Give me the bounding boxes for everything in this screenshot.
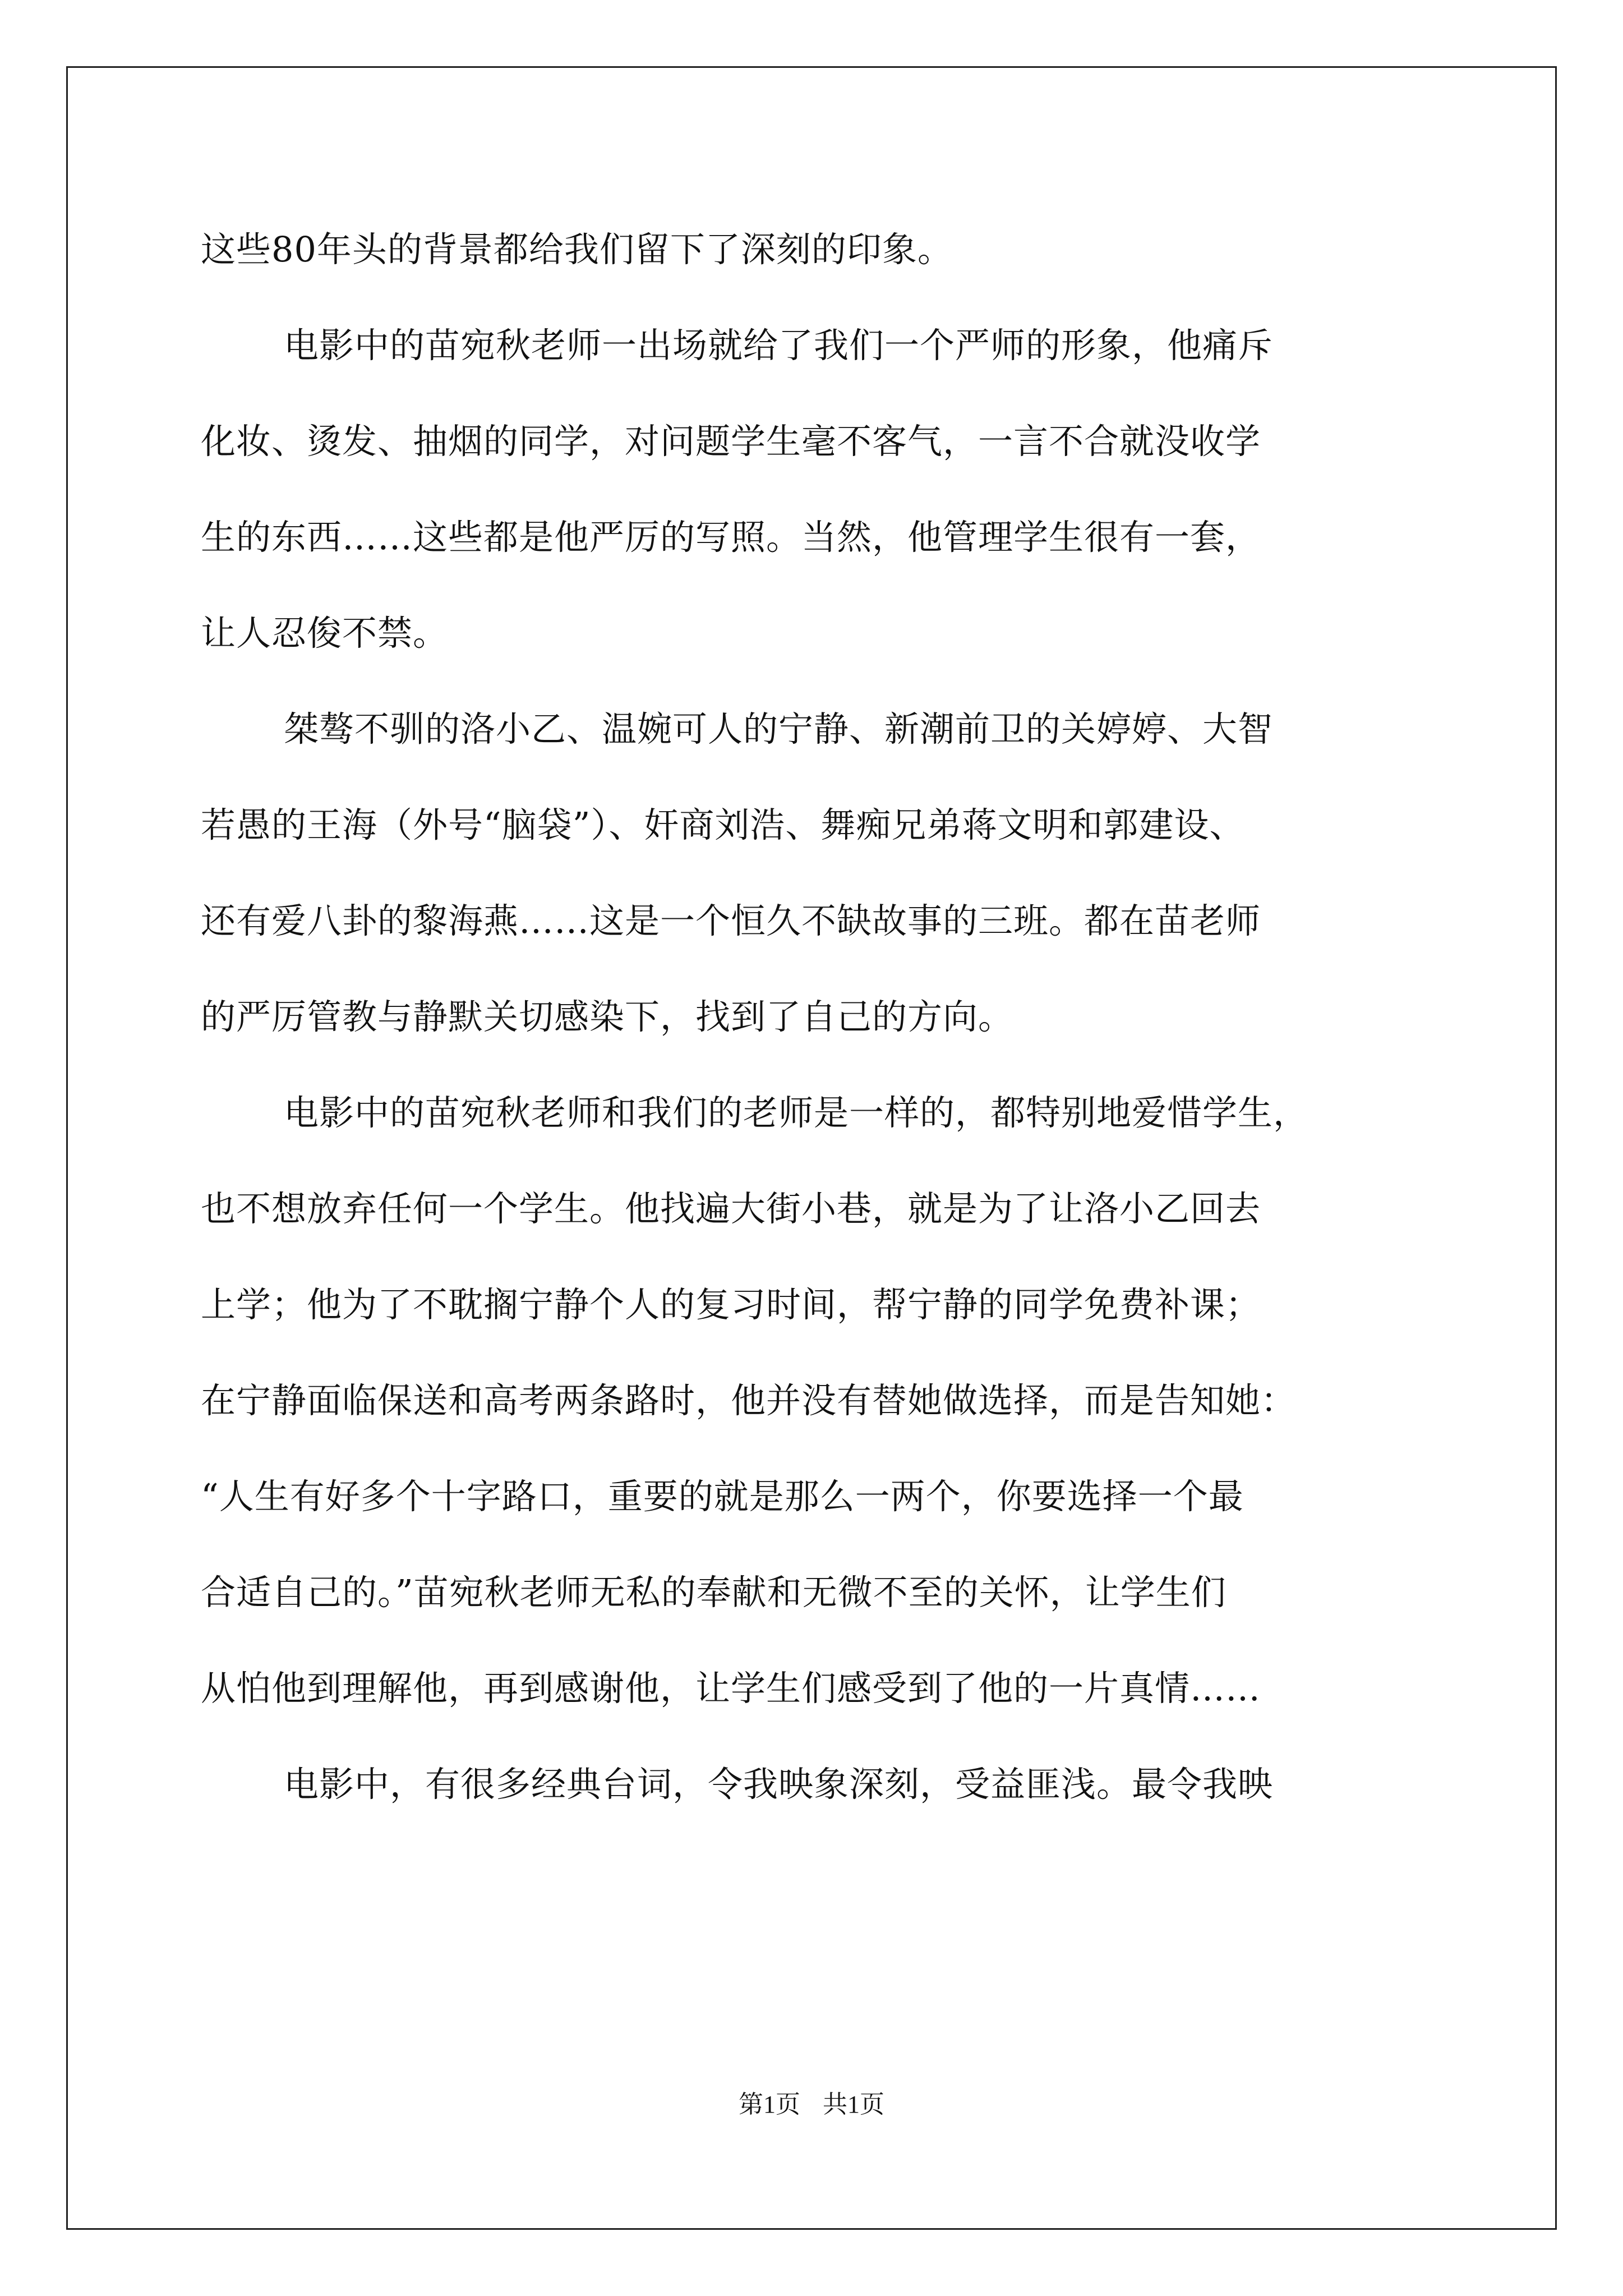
text-line: 的严厉管教与静默关切感染下，找到了自己的方向。 <box>201 996 1014 1037</box>
text-line: 合适自己的。”苗宛秋老师无私的奉献和无微不至的关怀，让学生们 <box>201 1572 1227 1613</box>
text-line: 也不想放弃任何一个学生。他找遍大街小巷，就是为了让洛小乙回去 <box>201 1188 1261 1229</box>
text-line: 从怕他到理解他，再到感谢他，让学生们感受到了他的一片真情…… <box>201 1668 1261 1709</box>
text-line: 这些80年头的背景都给我们留下了深刻的印象。 <box>201 229 953 270</box>
text-line: 若愚的王海（外号“脑袋”）、奸商刘浩、舞痴兄弟蒋文明和郭建设、 <box>201 804 1245 845</box>
document-body <box>201 213 1435 1844</box>
text-line: 电影中，有很多经典台词，令我映象深刻，受益匪浅。最令我映 <box>284 1764 1274 1805</box>
page-number: 第1页 <box>739 2091 800 2118</box>
page-total: 共1页 <box>823 2091 884 2118</box>
page-footer <box>0 2088 1623 2122</box>
text-line: 让人忍俊不禁。 <box>201 613 449 654</box>
text-line: 化妆、烫发、抽烟的同学，对问题学生毫不客气，一言不合就没收学 <box>201 421 1261 462</box>
text-line: “人生有好多个十字路口，重要的就是那么一两个，你要选择一个最 <box>201 1476 1244 1517</box>
text-line: 在宁静面临保送和高考两条路时，他并没有替她做选择，而是告知她： <box>201 1380 1297 1421</box>
text-line: 上学；他为了不耽搁宁静个人的复习时间，帮宁静的同学免费补课； <box>201 1284 1261 1325</box>
text-line: 电影中的苗宛秋老师和我们的老师是一样的，都特别地爱惜学生， <box>284 1092 1309 1133</box>
text-line: 桀骜不驯的洛小乙、温婉可人的宁静、新潮前卫的关婷婷、大智 <box>284 708 1274 749</box>
text-line: 还有爱八卦的黎海燕……这是一个恒久不缺故事的三班。都在苗老师 <box>201 900 1261 941</box>
text-line: 生的东西……这些都是他严厉的写照。当然，他管理学生很有一套， <box>201 517 1261 558</box>
text-line: 电影中的苗宛秋老师一出场就给了我们一个严师的形象，他痛斥 <box>284 325 1274 366</box>
